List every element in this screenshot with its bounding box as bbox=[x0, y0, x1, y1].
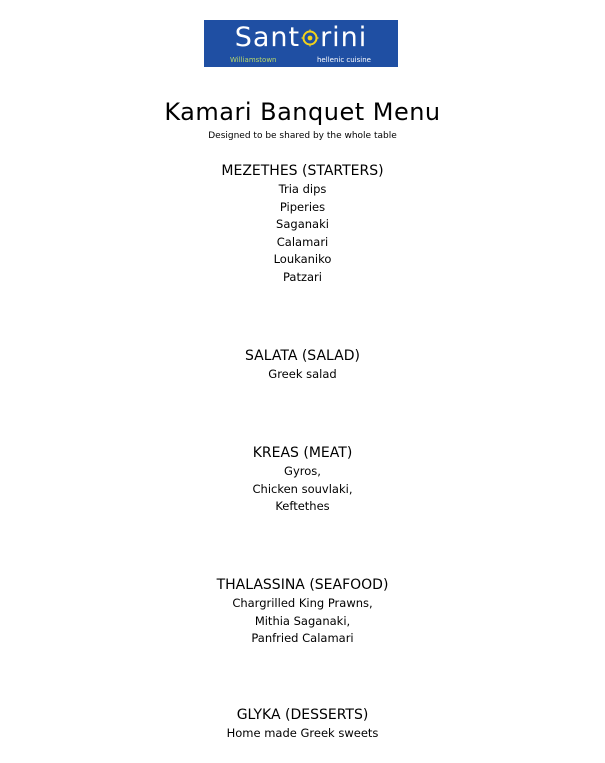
menu-item: Saganaki bbox=[276, 217, 329, 231]
section-heading: SALATA (SALAD) bbox=[245, 348, 360, 364]
sun-icon bbox=[301, 29, 319, 47]
menu-item: Chicken souvlaki, bbox=[252, 481, 353, 496]
section-heading: MEZETHES (STARTERS) bbox=[221, 163, 384, 179]
santorini-logo bbox=[204, 20, 398, 67]
section-heading: THALASSINA (SEAFOOD) bbox=[216, 577, 389, 593]
menu-item: Gyros, bbox=[284, 464, 321, 478]
menu-item: Home made Greek sweets bbox=[226, 726, 379, 740]
menu-item: Keftethes bbox=[275, 499, 330, 513]
menu-item: Tria dips bbox=[278, 182, 327, 196]
menu-item: Mithia Saganaki, bbox=[254, 613, 351, 628]
logo-tagline: hellenic cuisine bbox=[317, 56, 371, 64]
logo-wordmark bbox=[204, 22, 398, 54]
section-heading: GLYKA (DESSERTS) bbox=[236, 707, 369, 723]
menu-item: Loukaniko bbox=[273, 252, 332, 266]
section-salad bbox=[0, 347, 605, 384]
section-desserts bbox=[0, 706, 605, 743]
section-meat bbox=[0, 444, 605, 516]
section-seafood bbox=[0, 576, 605, 648]
logo-wordmark-start: Sant bbox=[234, 22, 301, 53]
menu-item: Calamari bbox=[276, 234, 329, 249]
menu-item: Piperies bbox=[279, 199, 326, 214]
menu-item: Panfried Calamari bbox=[251, 631, 354, 645]
logo-location: Williamstown bbox=[230, 56, 277, 64]
menu-title: Kamari Banquet Menu bbox=[164, 98, 441, 126]
menu-item: Patzari bbox=[283, 269, 322, 284]
menu-item: Chargrilled King Prawns, bbox=[232, 596, 373, 610]
menu-subtitle: Designed to be shared by the whole table bbox=[208, 131, 397, 141]
section-heading: KREAS (MEAT) bbox=[252, 445, 353, 461]
menu-item: Greek salad bbox=[268, 367, 337, 381]
section-starters bbox=[0, 162, 605, 286]
logo-wordmark-end: rini bbox=[320, 22, 368, 53]
